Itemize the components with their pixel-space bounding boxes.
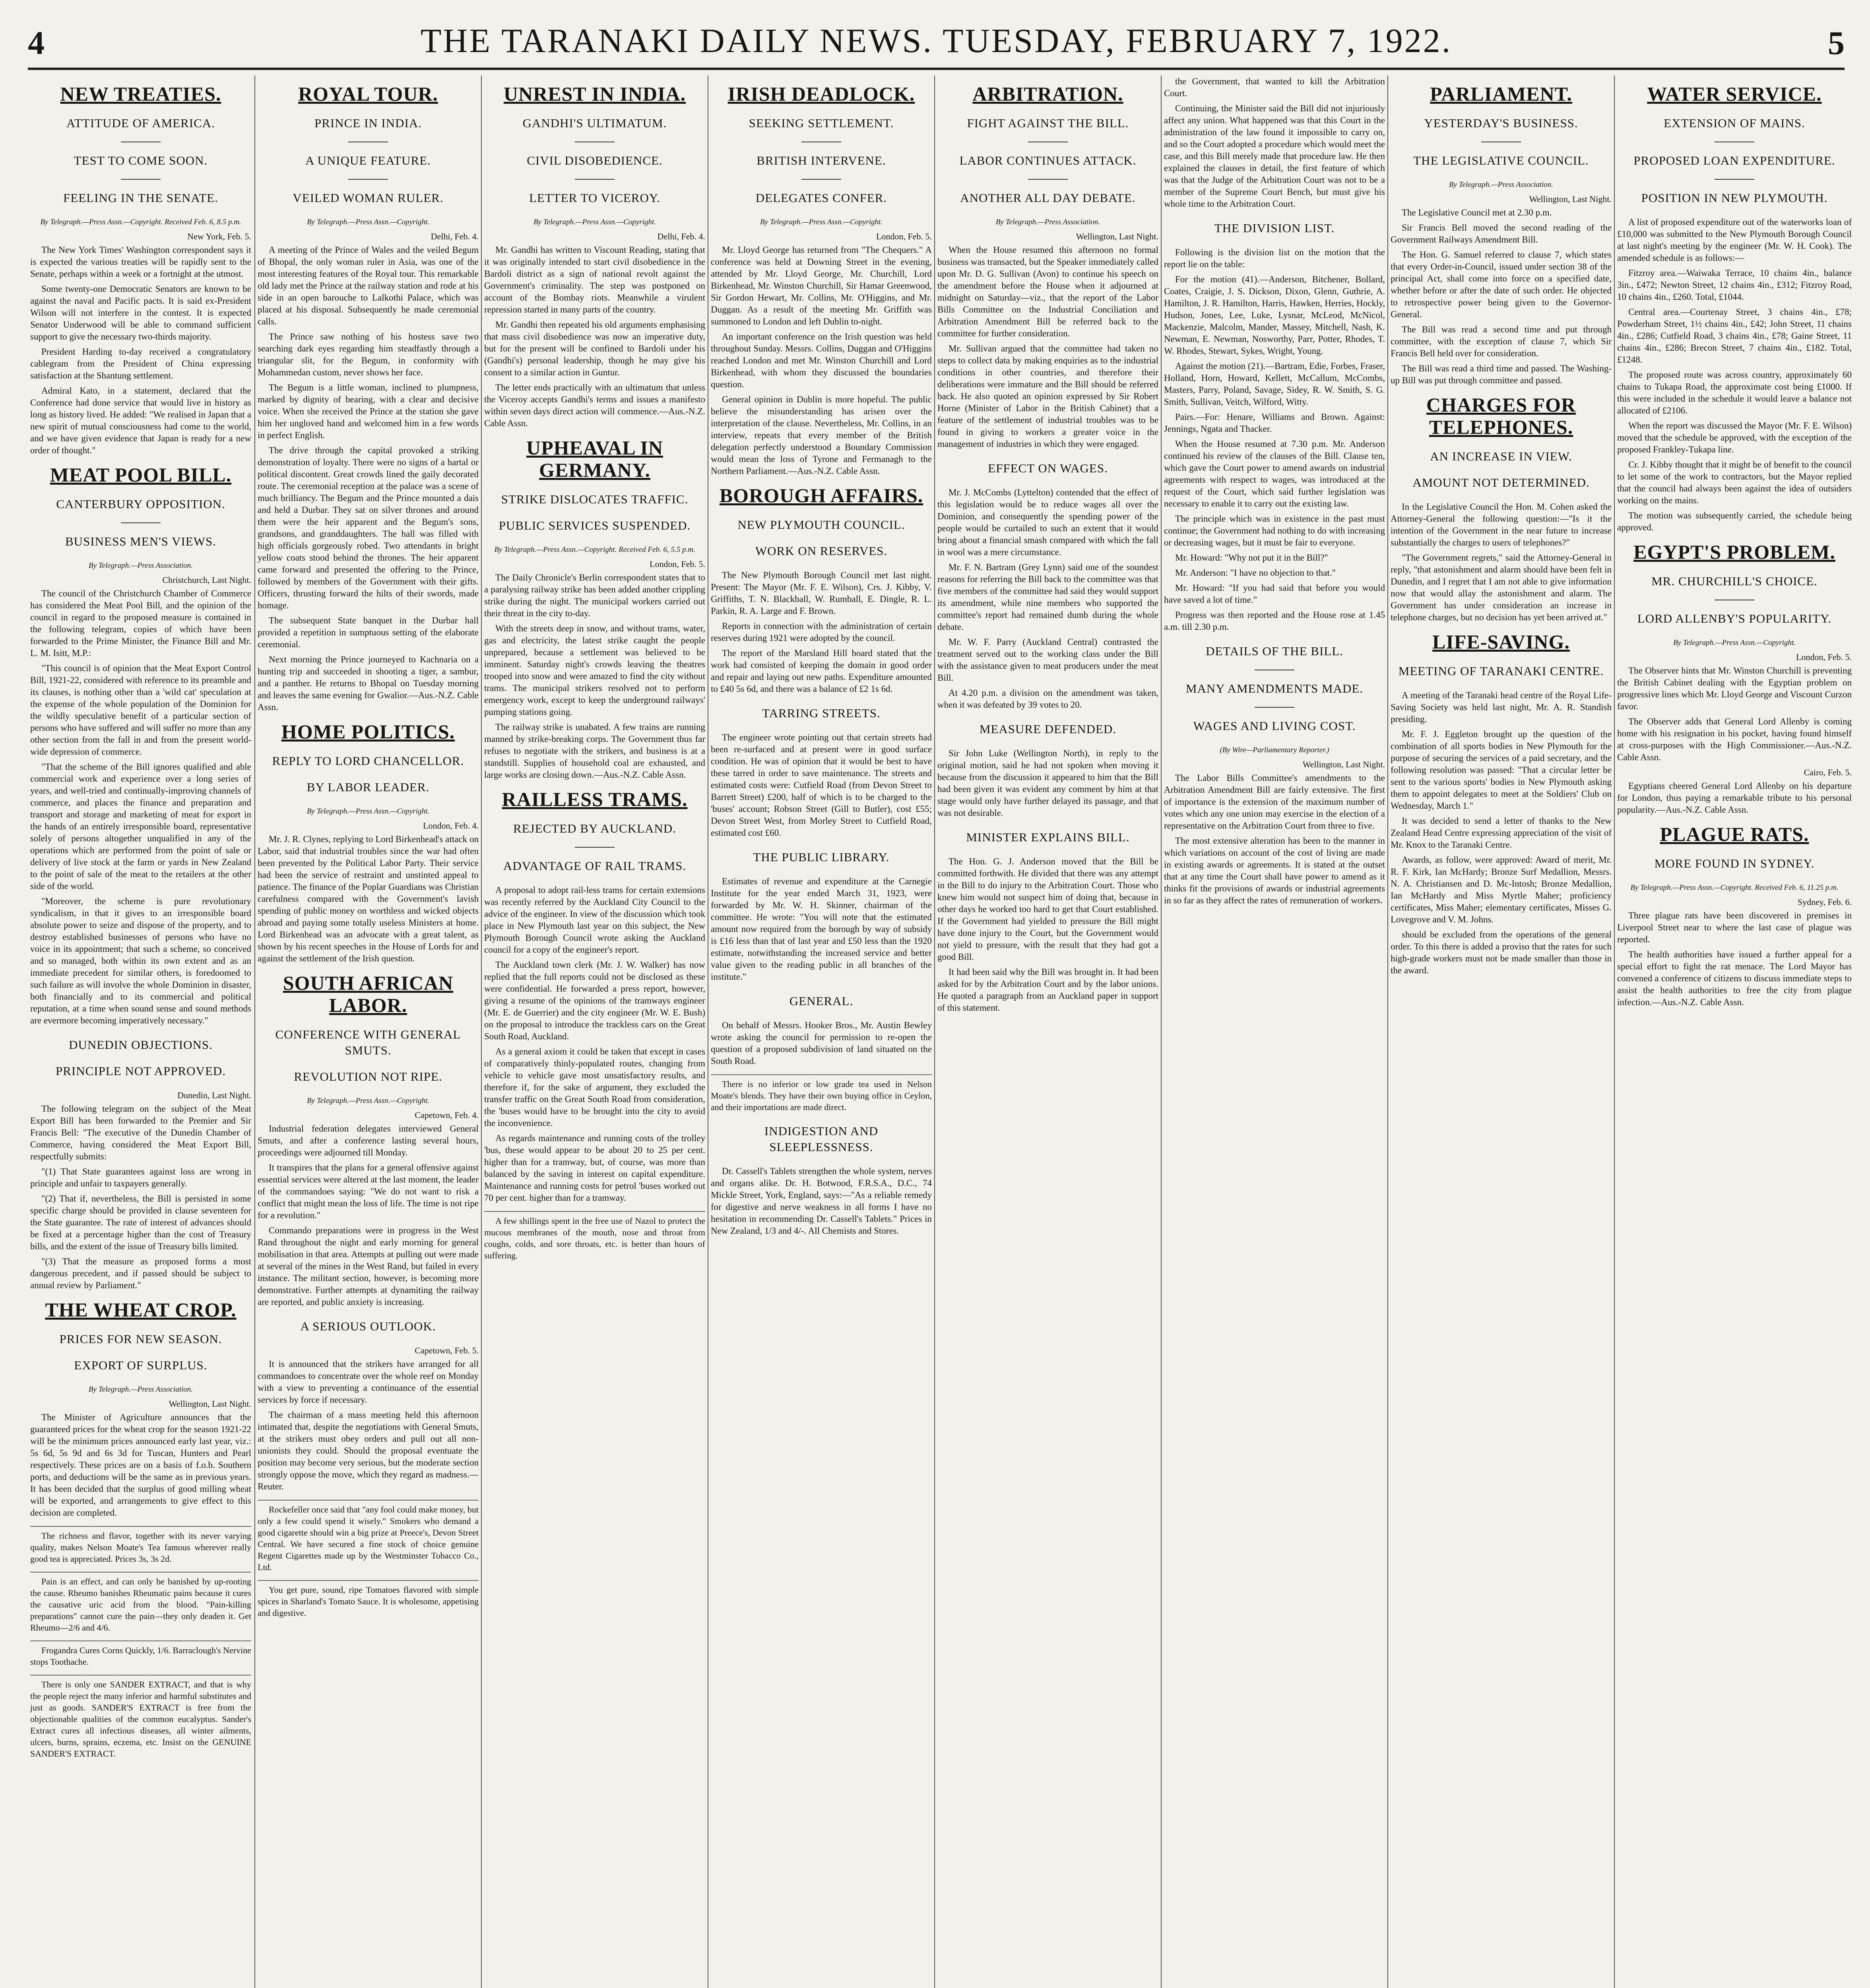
subheading: CANTERBURY OPPOSITION.	[56, 497, 225, 511]
dateline: London, Feb. 5.	[1796, 652, 1852, 662]
advertisement: Frogandra Cures Corns Quickly, 1/6. Barraclough's Nervine stops Toothache.	[30, 1640, 251, 1668]
headline-royal-tour: ROYAL TOUR.	[298, 83, 438, 105]
paragraph: should be excluded from the operations of the general order. To this there is added a proviso that the rates for such high-grade workers must not be made smaller than those in the award.	[1391, 930, 1612, 975]
paragraph: It transpires that the plans for a general offensive against essential services were altered at the last moment, the leader of the commandoes saying: "We do not want to risk a conflict that might mean the loss of life. The time is not ripe for a revolution."	[258, 1163, 479, 1220]
paragraph: Three plague rats have been discovered in premises in Liverpool Street near to where the last case of plague was reported.	[1617, 911, 1852, 944]
dateline: Dunedin, Last Night.	[177, 1090, 251, 1100]
paragraph: Industrial federation delegates interviewed General Smuts, and after a conference lasting several hours, proceedings were adjourned till Monday.	[258, 1124, 479, 1157]
paragraph: It had been said why the Bill was brought in. It had been asked for by the Arbitration Court and by the labor unions. He quoted a paragraph from an Auckland paper in support of this statement.	[937, 967, 1158, 1013]
column-3	[481, 76, 705, 1988]
subheading: BY LABOR LEADER.	[306, 780, 430, 794]
paragraph: On behalf of Messrs. Hooker Bros., Mr. Austin Bewley wrote asking the council for permission to re-open the question of a proposed subdivision of land situated on the South Road.	[711, 1020, 932, 1066]
subheading: ADVANTAGE OF RAIL TRAMS.	[503, 859, 687, 873]
paragraph: Reports in connection with the administration of certain reserves during 1921 were adopted by the council.	[711, 621, 932, 643]
subheading: BRITISH INTERVENE.	[757, 153, 886, 167]
paragraph: The subsequent State banquet in the Durbar hall provided a repetition in sumptuous setting of the elaborate ceremonial.	[258, 615, 479, 649]
paragraph: Mr. Lloyd George has returned from "The Chequers." A conference was held at Downing Street in the evening, attended by Mr. Lloyd George, Mr. Churchill, Lord Birkenhead, Mr. Winston Churchill, Sir Hamar Greenwood, Sir Gordon Hewart, Mr. Collins, Mr. O'Higgins, and Mr. Duggan. As a result of the meeting Mr. Griffith was summoned to London and left Dublin to-night.	[711, 245, 932, 326]
subheading: ANOTHER ALL DAY DEBATE.	[960, 191, 1136, 205]
subheading: TEST TO COME SOON.	[74, 153, 208, 167]
paragraph: The report of the Marsland Hill board stated that the work had consisted of keeping the domain in good order and repair and laying out new paths. Expenditure amounted to £40 5s 6d, and there was a balance of £2 1s 6d.	[711, 648, 932, 694]
paragraph: Estimates of revenue and expenditure at the Carnegie Institute for the year ended March 31, 1923, were forwarded by Mr. W. H. Skinner, chairman of the committee. He wrote: "You will note that the estimated amount now required from the borough by way of subsidy is £16 less than that of last year and £50 less than the 1920 estimate, notwithstanding the increased service and better value given to the reading public in all branches of the institute."	[711, 876, 932, 982]
headline-south-african-labor: SOUTH AFRICAN LABOR.	[283, 972, 454, 1016]
advertisement: There is only one SANDER EXTRACT, and that is why the people reject the many inferior and harmful substitutes and just as goods. SANDER'S EXTRACT is free from the objectionable qualities of the common eucalyptus. Sander's Extract cures all infectious diseases, all winter ailments, ulcers, burns, sprains, eczema, etc. Insist on the GENUINE SANDER'S EXTRACT.	[30, 1675, 251, 1759]
subheading: PROPOSED LOAN EXPENDITURE.	[1633, 153, 1835, 167]
subheading: LORD ALLENBY'S POPULARITY.	[1637, 612, 1832, 625]
paragraph: President Harding to-day received a congratulatory cablegram from the President of China expressing satisfaction at the Shantung settlement.	[30, 347, 251, 381]
headline-irish-deadlock: IRISH DEADLOCK.	[727, 83, 915, 105]
divider	[575, 847, 615, 848]
paragraph: "(3) That the measure as proposed forms a most dangerous precedent, and if passed should be subject to annual review by Parliament."	[30, 1256, 251, 1290]
subheading: AN INCREASE IN VIEW.	[1430, 449, 1572, 463]
subheading: AMOUNT NOT DETERMINED.	[1412, 476, 1590, 489]
subheading: BUSINESS MEN'S VIEWS.	[65, 534, 216, 548]
page-number-left: 4	[28, 25, 45, 62]
headline-upheaval-in-germany: UPHEAVAL IN GERMANY.	[526, 437, 663, 481]
subheading: CONFERENCE WITH GENERAL SMUTS.	[275, 1027, 461, 1057]
paragraph: "(2) That if, nevertheless, the Bill is persisted in some specific charge should be provided in clause seventeen for the State guarantee. The rate of interest of advances should be fixed at a percentage higher than the cost of Treasury bills, and the extent of the issue of Treasury bills limited.	[30, 1194, 251, 1251]
paragraph: The Observer adds that General Lord Allenby is coming home with his resignation in his pocket, having found himself at cross-purposes with the High Commissioner.—Aus.-N.Z. Cable Assn.	[1617, 716, 1852, 762]
paragraph: Mr. Anderson: "I have no objection to that."	[1175, 568, 1336, 578]
divider	[121, 522, 161, 523]
paragraph: Egyptians cheered General Lord Allenby on his departure for London, thus paying a remarkable tribute to his personal popularity.—Aus.-N.Z. Cable Assn.	[1617, 781, 1852, 815]
advertisement: A few shillings spent in the free use of Nazol to protect the mucous membranes of the mouth, nose and throat from coughs, colds, and sore throats, etc. is better than hours of suffering.	[484, 1211, 705, 1261]
byline: By Telegraph.—Press Assn.—Copyright.	[1673, 639, 1796, 647]
subheading: REPLY TO LORD CHANCELLOR.	[272, 754, 464, 768]
subheading: WORK ON RESERVES.	[755, 544, 888, 558]
subheading: PRINCE IN INDIA.	[314, 116, 422, 130]
paragraph: The New York Times' Washington correspondent says it is expected the various treaties will be rapidly sent to the Senate, perhaps within a week or a fortnight at the utmost.	[30, 245, 251, 279]
paragraph: Sir Francis Bell moved the second reading of the Government Railways Amendment Bill.	[1391, 223, 1612, 245]
paragraph: The council of the Christchurch Chamber of Commerce has considered the Meat Pool Bill, and the opinion of the council in regard to the proposed measure is contained in the following telegram, copies of which have been forwarded to the Prime Minister, the Finance Bill and Mr. L. M. Isitt, M.P.:	[30, 588, 251, 658]
byline: By Telegraph.—Press Assn.—Copyright.	[306, 218, 430, 226]
subheading: STRIKE DISLOCATES TRAFFIC.	[501, 492, 689, 506]
byline: (By Wire—Parliamentary Reporter.)	[1220, 746, 1329, 754]
subheading: PRICES FOR NEW SEASON.	[59, 1332, 222, 1346]
paragraph: The chairman of a mass meeting held this afternoon intimated that, despite the negotiations with General Smuts, at the strikers must obey orders and pull out all non-unionists they could. Should the proposal eventuate the position may become very serious, but the moderate section strongly oppose the move, which they regard as madness.—Reuter.	[258, 1410, 479, 1491]
paragraph: The New Plymouth Borough Council met last night. Present: The Mayor (Mr. F. E. Wilson), Crs. J. Kibby, V. Griffiths, T. N. Blackball, W. Rumball, E. Dingle, R. L. Parkin, R. A. Large and F. Brown.	[711, 570, 932, 616]
headline-railless-trams: RAILLESS TRAMS.	[502, 788, 688, 810]
headline-arbitration: ARBITRATION.	[972, 83, 1123, 105]
dateline: Capetown, Feb. 5.	[415, 1345, 479, 1355]
paragraph: The Labor Bills Committee's amendments to the Arbitration Amendment Bill are fairly extensive. The first of importance is the extension of the maximum number of votes which any one union may exercise in the election of a representative on the Arbitration Court from three to five.	[1164, 773, 1385, 831]
page-number-right: 5	[1828, 25, 1845, 62]
paragraph: Mr. J. R. Clynes, replying to Lord Birkenhead's attack on Labor, said that industrial troubles since the war had often been prevented by the Political Labor Party. Their service had been the service of restraint and unstinted appeal to patience. The finance of the Poplar Guardians was Christian carefulness compared with the Government's lavish spending of public money on worthless and wicked objects abroad and paying some totally useless Ministers at home. Lord Birkenhead was an advocate with a great talent, as shown by his recent speeches in the House of Lords for and against the settlement of the Irish question.	[258, 834, 479, 963]
paragraph: A meeting of the Prince of Wales and the veiled Begum of Bhopal, the only woman ruler in Asia, was one of the most interesting features of the Royal tour. This remarkable old lady met the Prince at the railway station and rode at his side in an open barouche to Lalkothi Palace, which was placed at his disposal. Subsequently he made ceremonial calls.	[258, 245, 479, 326]
paragraph: As regards maintenance and running costs of the trolley 'bus, these would appear to be about 20 to 25 per cent. higher than for a tramway, but, of course, was more than balanced by the saving in interest on capital expenditure. Maintenance and running costs for petrol 'buses worked out 70 per cent. higher than for a tramway.	[484, 1133, 705, 1203]
paragraph: In the Legislative Council the Hon. M. Cohen asked the Attorney-General the following question:—"Is it the intention of the Government in the near future to increase substantially the charges to users of telephones?"	[1391, 502, 1612, 547]
dateline: Christchurch, Last Night.	[162, 575, 251, 585]
subheading: PUBLIC SERVICES SUSPENDED.	[499, 518, 691, 532]
paragraph: General opinion in Dublin is more hopeful. The public believe the misunderstanding has arisen over the interpretation of the clause. Nevertheless, Mr. Collins, in an interview, repeats that every member of the British delegation perfectly understood a Boundary Commission would mean the loss of Tyrone and Fermanagh to the Northern Parliament.—Aus.-N.Z. Cable Assn.	[711, 394, 932, 476]
paragraph: Sir John Luke (Wellington North), in reply to the original motion, said he had not spoken when moving it because from the discussion it appeared to him that the Bill had been given it was evident any comment by him at that stage would only have further delayed its passage, and that was not desirable.	[937, 748, 1158, 818]
paragraph: The Bill was read a third time and passed. The Washing-up Bill was put through committee and passed.	[1391, 363, 1612, 385]
paragraph: The Bill was read a second time and put through committee, with the exception of clause 7, which Sir Francis Bell held over for consideration.	[1391, 324, 1612, 358]
divider	[1255, 707, 1294, 708]
paragraph: Commando preparations were in progress in the West Rand throughout the night and early morning for general mobilisation in that area. Attempts at pulling out were made at several of the mines in the West Rand, but failed in every instance. The militant section, however, is becoming more demonstrative. Further attempts at dynamiting the railway are reported, and public anxiety is increasing.	[258, 1225, 479, 1307]
paragraph: Some twenty-one Democratic Senators are known to be against the naval and Pacific pacts. It is said ex-President Wilson will not interfere in the contest. It is expected Senator Underwood will be able to command sufficient support to give the necessary two-thirds majority.	[30, 284, 251, 342]
paragraph: Next morning the Prince journeyed to Kachnaria on a hunting trip and succeeded in shooting a tiger, a sambur, and a panther. He returns to Bhopal on Tuesday morning and leaves the same evening for Gwalior.—Aus.-N.Z. Cable Assn.	[258, 654, 479, 712]
subheading: MANY AMENDMENTS MADE.	[1185, 681, 1364, 695]
subheading: THE LEGISLATIVE COUNCIL.	[1413, 153, 1589, 167]
dateline: London, Feb. 4.	[423, 821, 479, 831]
subheading: FIGHT AGAINST THE BILL.	[967, 116, 1129, 130]
byline: By Telegraph.—Press Assn.—Copyright.	[306, 1097, 430, 1105]
byline: By Telegraph.—Press Association.	[88, 561, 193, 570]
byline: By Telegraph.—Press Assn.—Copyright. Received Feb. 6, 5.5 p.m.	[494, 546, 695, 554]
subheading: REJECTED BY AUCKLAND.	[513, 821, 676, 835]
divider	[121, 179, 161, 180]
column-2	[254, 76, 479, 1988]
byline: By Telegraph.—Press Association.	[1449, 181, 1554, 189]
subheading: MEASURE DEFENDED.	[979, 722, 1117, 736]
dateline: Cairo, Feb. 5.	[1804, 767, 1852, 777]
subheading: DETAILS OF THE BILL.	[1206, 644, 1343, 658]
divider	[1715, 179, 1754, 180]
masthead	[28, 8, 1845, 70]
paragraph: Mr. W. F. Parry (Auckland Central) contrasted the treatment served out to the working class under the Bill with the assistance given to meat producers under the meat Bill.	[937, 637, 1158, 683]
paragraph: the Government, that wanted to kill the Arbitration Court.	[1164, 76, 1385, 98]
dateline: Delhi, Feb. 4.	[431, 231, 479, 241]
subheading: VEILED WOMAN RULER.	[293, 191, 444, 205]
paragraph: An important conference on the Irish question was held throughout Sunday. Messrs. Collins, Duggan and O'Higgins reached London and met Mr. Winston Churchill and Lord Birkenhead, with whom they discussed the boundaries question.	[711, 332, 932, 389]
dateline: Wellington, Last Night.	[1302, 759, 1385, 769]
paragraph: "That the scheme of the Bill ignores qualified and able commercial work and experience over a long series of years, and well-tried and continually-improving channels of commerce, and places the finance and preparation and transport and storage and marketing of meat for export in the hands of an entirely irresponsible board, representative solely of persons altogether unqualified in any of the operations which are performed from the point of sale or delivery of live stock at the farm or yards in New Zealand to the point of sale of the meat to the retailers at the other side of the world.	[30, 762, 251, 891]
subheading: WAGES AND LIVING COST.	[1193, 719, 1356, 733]
paragraph: Continuing, the Minister said the Bill did not injuriously affect any union. What happened was that this Court in the administration of the law found it impossible to carry on, and so the Court adopted a procedure which would meet the case, and this Bill merely made that procedure law. He then explained the clauses in detail, the first feature of which was that the Judge of the Arbitration Court was not to be a member of the Supreme Court Bench, but must give his whole time to the Arbitration Court.	[1164, 103, 1385, 209]
dateline: Capetown, Feb. 4.	[415, 1110, 479, 1120]
paragraph: The health authorities have issued a further appeal for a special effort to fight the rat menace. The Lord Mayor has convened a conference of citizens to discuss immediate steps to assist the health authorities to free the city from plague infection.—Aus.-N.Z. Cable Assn.	[1617, 949, 1852, 1007]
column-8	[1614, 76, 1852, 1988]
paragraph: The railway strike is unabated. A few trains are running manned by strike-breaking corps. The Government thus far refuses to negotiate with the strikers, and business is at a standstill. Supplies of household coal are exhausted, and large works are closing down.—Aus.-N.Z. Cable Assn.	[484, 722, 705, 780]
paragraph: The drive through the capital provoked a striking demonstration of loyalty. There were no signs of a hartal or political discontent. Great crowds lined the gaily decorated route. The ceremonial reception at the palace was a scene of much brilliancy. The Begum and the Prince mounted a dais and held a Durbar. They sat on silver thrones and around them were the heir apparent and the Begum's sons, grandsons, and granddaughters. The hall was filled with high officials gorgeously robed. Two attendants in bright yellow coats stood behind the thrones. The heir apparent came forward and presented the offering to the Prince, followed by members of the Government with their gifts. Officers, thrusting forward the hilts of their swords, made homage.	[258, 445, 479, 610]
paragraph: Awards, as follow, were approved: Award of merit, Mr. R. F. Kirk, Ian McHardy; Bronze Surf Medallion, Messrs. N. A. Christiansen and D. Mc-Intosh; Bronze Medallion, Ian McHardy and Miss Myrtle Maher; proficiency certificates, Miss Maher; elementary certificates, Misses G. Lovegrove and V. M. Johns.	[1391, 855, 1612, 924]
paragraph: As a general axiom it could be taken that except in cases of comparatively thinly-populated routes, changing from vehicle to vehicle gave most unsatisfactory results, and therefore if, for the sake of argument, they excluded the transfer traffic on the Great South Road from consideration, the 'buses would have to be brought into the city to avoid the inconvenience.	[484, 1046, 705, 1128]
dateline: London, Feb. 5.	[650, 559, 705, 569]
headline-meat-pool-bill: MEAT POOL BILL.	[50, 464, 232, 486]
dateline: Wellington, Last Night.	[1076, 231, 1158, 241]
paragraph: Mr. Sullivan argued that the committee had taken no steps to collect data by making enquiries as to the industrial conditions in other countries, and therefore their deliberations were immature and the Bill should be referred back. He also quoted an opinion expressed by Sir Robert Horne (Minister of Labor in the British Cabinet) that a feature of the settlement of industrial troubles was to be found in giving to workers a greater voice in the management of industries in which they were engaged.	[937, 344, 1158, 449]
headline-parliament: PARLIAMENT.	[1430, 83, 1572, 105]
subheading: THE DIVISION LIST.	[1214, 221, 1335, 235]
paragraph: Cr. J. Kibby thought that it might be of benefit to the council to let some of the work to contractors, but the Mayor replied that the council had always been against the idea of outsiders working on the mains.	[1617, 460, 1852, 505]
subheading: EFFECT ON WAGES.	[988, 461, 1108, 475]
paragraph: The Observer hints that Mr. Winston Churchill is preventing the British Cabinet dealing with the Egyptian problem on progressive lines which Mr. Lloyd George and Viscount Curzon favor.	[1617, 666, 1852, 711]
byline: By Telegraph.—Press Association.	[995, 218, 1100, 226]
paragraph: Mr. F. J. Eggleton brought up the question of the combination of all sports bodies in New Plymouth for the purpose of securing the services of a paid secretary, and the following resolution was passed: "That a circular letter be sent to the various sports' bodies in New Plymouth asking them to appoint delegates to meet at the Soldiers' Club on Wednesday, March 1."	[1391, 729, 1612, 811]
paragraph: Progress was then reported and the House rose at 1.45 a.m. till 2.30 p.m.	[1164, 610, 1385, 632]
headline-life-saving: LIFE-SAVING.	[1432, 631, 1570, 653]
paragraph: The principle which was in existence in the past must continue; the Government had nothing to do with increasing or decreasing wages, but it must be fair to everyone.	[1164, 514, 1385, 547]
paragraph: Mr. Howard: "If you had said that before you would have saved a lot of time."	[1164, 583, 1385, 605]
paragraph: With the streets deep in snow, and without trams, water, gas and electricity, the latest strike caught the people unprepared, because a settlement was believed to be imminent. Saturday night's crowds leaving the theatres trooped into snow and were amazed to find the city without trams. The municipal strikers resolved not to perform emergency work, except to keep the underground railways' pumping stations going.	[484, 623, 705, 717]
advertisement: There is no inferior or low grade tea used in Nelson Moate's blends. They have their own buying office in Ceylon, and their importations are made direct.	[711, 1074, 932, 1113]
paragraph: "Moreover, the scheme is pure revolutionary syndicalism, in that it gives to an irresponsible board absolute power to seize and dispose of the property, and to destroy established businesses of persons who have no voice in its appointment; that such a scheme, so conceived and so managed, both within its own extent and as an immediate precedent for similar others, is foredoomed to such failure as will involve the whole Dominion in disaster, both financially and to its commercial and political reputation, at a time when sound sense and sound methods are evermore becoming imperatively necessary."	[30, 896, 251, 1025]
byline: By Telegraph.—Press Assn.—Copyright.	[760, 218, 883, 226]
paragraph: "(1) That State guarantees against loss are wrong in principle and unfair to taxpayers generally.	[30, 1167, 251, 1188]
subheading: GENERAL.	[789, 994, 854, 1008]
subheading: REVOLUTION NOT RIPE.	[294, 1070, 442, 1083]
byline: By Telegraph.—Press Assn.—Copyright. Received Feb. 6, 8.5 p.m.	[40, 218, 241, 226]
advertisement: Dr. Cassell's Tablets strengthen the whole system, nerves and organs alike. Dr. H. Botwood, F.R.S.A., D.C., 74 Mickle Street, York, England, says:—"As a reliable remedy for digestive and nerve weakness in all forms I have no hesitation in recommending Dr. Cassell's Tablets." Prices in New Zealand, 1/3 and 4/-. All Chemists and Stores.	[711, 1166, 932, 1236]
subheading: TARRING STREETS.	[762, 706, 881, 720]
divider	[1028, 179, 1068, 180]
headline-wheat-crop: THE WHEAT CROP.	[45, 1299, 237, 1321]
headline-plague-rats: PLAGUE RATS.	[1660, 823, 1809, 845]
paragraph: The Minister of Agriculture announces that the guaranteed prices for the wheat crop for the season 1921-22 will be the minimum prices announced early last year, viz.: 5s 6d, 5s 9d and 6s 3d for Tuscan, Hunters and Pearl respectively. These prices are on a basis of f.o.b. Southern ports, and deductions will be the same as in previous years. It has been decided that the surplus of good milling wheat will be exported, and arrangements to give effect to this decision are completed.	[30, 1412, 251, 1518]
paragraph: "This council is of opinion that the Meat Export Control Bill, 1921-22, considered with reference to its preamble and its clauses, is nothing other than a 'wild cat' speculation at the expense of the whole population of the Dominion for the wildly speculative benefit of a particular section of persons who have suffered and will suffer no more than any other section from the fall in and from the present world-wide depression of commerce.	[30, 663, 251, 757]
paragraph: The Daily Chronicle's Berlin correspondent states that to a paralysing railway strike has been added another crippling strike during the night. The municipal workers carried out their threat in the city to-day.	[484, 573, 705, 618]
headline-egypts-problem: EGYPT'S PROBLEM.	[1633, 541, 1835, 563]
paragraph: Central area.—Courtenay Street, 3 chains 4in., £78; Powderham Street, 1½ chains 4in., £42; John Street, 11 chains 4in., £286; Cutfield Road, 3 chains 4in., £78; Gaine Street, 11 chains 4in., £286; Brecon Street, 7 chains 4in., £182. Total, £1248.	[1617, 307, 1852, 365]
subheading: THE PUBLIC LIBRARY.	[753, 850, 890, 864]
byline: By Telegraph.—Press Assn.—Copyright. Received Feb. 6, 11.25 p.m.	[1630, 883, 1839, 892]
subheading: DUNEDIN OBJECTIONS.	[69, 1038, 213, 1052]
paragraph: Against the motion (21).—Bartram, Edie, Forbes, Fraser, Holland, Horn, Howard, Kellett, McCallum, McCombs, Masters, Parry, Poland, Savage, Sidey, R. W. Smith, S. G. Smith, Sullivan, Veitch, Wilford, Witty.	[1164, 361, 1385, 407]
paragraph: Mr. J. McCombs (Lyttelton) contended that the effect of this legislation would be to reduce wages all over the Dominion, and consequently the spending power of the people would be curtailed to such an extent that it would bring about a financial smash compared with which the fall in wool was a mere circumstance.	[937, 487, 1158, 557]
dateline: Wellington, Last Night.	[169, 1399, 251, 1409]
byline: By Telegraph.—Press Assn.—Copyright.	[533, 218, 656, 226]
paragraph: The Begum is a little woman, inclined to plumpness, marked by dignity of bearing, with a clear and decisive voice. When she received the Prince at the station she gave him her ungloved hand and welcomed him in a few words in perfect English.	[258, 382, 479, 440]
paragraph: When the House resumed this afternoon no formal business was transacted, but the Speaker immediately called upon Mr. D. G. Sullivan (Avon) to continue his speech on the amendment before the House when it adjourned at midnight on Saturday—viz., that the report of the Labor Bills Committee on the Industrial Conciliation and Arbitration Amendment Bill be referred back to the committee for further consideration.	[937, 245, 1158, 338]
dateline: Sydney, Feb. 6.	[1797, 897, 1852, 907]
dateline: New York, Feb. 5.	[187, 231, 251, 241]
advertisement: Rockefeller once said that "any fool could make money, but only a few could spend it wisely." Smokers who demand a good cigarette should win a big prize at Preece's, Devon Street Central. We have secured a fine stock of choice genuine Regent Cigarettes made up by the Westminster Tobacco Co., Ltd.	[258, 1500, 479, 1573]
paragraph: It is announced that the strikers have arranged for all commandoes to concentrate over the whole reef on Monday with a view to preventing a continuance of the essential services by force if necessary.	[258, 1359, 479, 1405]
subheading: POSITION IN NEW PLYMOUTH.	[1641, 191, 1828, 205]
subheading: NEW PLYMOUTH COUNCIL.	[737, 518, 905, 532]
divider	[801, 179, 841, 180]
paragraph: The most extensive alteration has been to the manner in which variations on account of the cost of living are made in existing awards or agreements. It is stated at the outset that at any time the Court shall have power to amend as it thinks fit the provisions of awards or industrial agreements in so far as they affect the rates of remuneration of workers.	[1164, 836, 1385, 905]
dateline: Delhi, Feb. 4.	[657, 231, 705, 241]
subheading: A SERIOUS OUTLOOK.	[300, 1319, 436, 1333]
paragraph: For the motion (41).—Anderson, Bitchener, Bollard, Coates, Craigie, J. S. Dickson, Dixon, Glenn, Guthrie, A. Hamilton, J. R. Hamilton, Harris, Hawken, Herries, Hockly, Hudson, Jones, Lee, Luke, Lysnar, McLeod, McNicol, Mackenzie, Malcolm, Mander, Massey, Mitchell, Nash, K. Newman, E. Newman, Nosworthy, Parr, Potter, Rhodes, T. W. Rhodes, Stewart, Sykes, Wright, Young.	[1164, 274, 1385, 356]
paragraph: A meeting of the Taranaki head centre of the Royal Life-Saving Society was held last night, Mr. A. R. Standish presiding.	[1391, 690, 1612, 724]
headline-charges-for-telephones: CHARGES FOR TELEPHONES.	[1426, 394, 1576, 438]
paragraph: It was decided to send a letter of thanks to the New Zealand Head Centre expressing appreciation of the visit of Mr. Knox to the Taranaki Centre.	[1391, 816, 1612, 850]
byline: By Telegraph.—Press Association.	[88, 1385, 193, 1394]
paragraph: A list of proposed expenditure out of the waterworks loan of £10,000 was submitted to the New Plymouth Borough Council at last night's meeting by the engineer (Mr. W. H. Cook). The amended schedule is as follows:—	[1617, 217, 1852, 263]
headline-borough-affairs: BOROUGH AFFAIRS.	[719, 484, 923, 507]
paragraph: Mr. Gandhi has written to Viscount Reading, stating that it was originally intended to start civil disobedience in the Bardoli district as a sign of national revolt against the Government's criminality. The step was postponed on account of the Bombay riots. Meanwhile a virulent repression started in many parts of the country.	[484, 245, 705, 315]
headline-water-service: WATER SERVICE.	[1647, 83, 1822, 105]
paragraph: The engineer wrote pointing out that certain streets had been re-surfaced and at present were in good surface condition. He was of opinion that it would be best to have these tarred in order to save maintenance. The streets and estimated costs were: Cutfield Road (from Devon Street to Barrett Street) £200, half of which is to be charged to the 'buses' account; Robson Street (Gill to Butler), cost £55; Devon Street West, from Morley Street to Cutfield Road, estimated cost £60.	[711, 732, 932, 838]
subheading: GANDHI'S ULTIMATUM.	[522, 116, 667, 130]
headline-unrest-in-india: UNREST IN INDIA.	[503, 83, 686, 105]
paragraph: The Hon. G. Samuel referred to clause 7, which states that every Order-in-Council, issued under section 38 of the principal Act, shall come into force on a specified date, whether before or after the date of such order. He objected to retrospective power being given to the Governor-General.	[1391, 250, 1612, 319]
paragraph: Following is the division list on the motion that the report lie on the table:	[1164, 247, 1385, 269]
column-6	[1161, 76, 1385, 1988]
paragraph: The Prince saw nothing of his hostess save two searching dark eyes regarding him steadfastly through a triangular slit, for the Begum, in conformity with Mohammedan custom, never shows her face.	[258, 332, 479, 377]
subheading: CIVIL DISOBEDIENCE.	[527, 153, 663, 167]
subheading: YESTERDAY'S BUSINESS.	[1424, 116, 1578, 130]
dateline: Wellington, Last Night.	[1529, 194, 1612, 204]
subheading: INDIGESTION AND SLEEPLESSNESS.	[764, 1124, 879, 1154]
subheading: ATTITUDE OF AMERICA.	[66, 116, 215, 130]
subheading: MEETING OF TARANAKI CENTRE.	[1398, 664, 1604, 678]
paragraph: Fitzroy area.—Waiwaka Terrace, 10 chains 4in., balance 3in., £472; Newton Street, 12 chains 4in., £312; Fitzroy Road, 10 chains 4in., £260. Total, £1044.	[1617, 268, 1852, 302]
subheading: SEEKING SETTLEMENT.	[749, 116, 894, 130]
headline-new-treaties: NEW TREATIES.	[60, 83, 221, 105]
column-4	[708, 76, 932, 1988]
paragraph: When the House resumed at 7.30 p.m. Mr. Anderson continued his review of the clauses of the Bill. Clause ten, which gave the Court power to amend awards on industrial agreements with respect to wages, was introduced at the request of the Court, which said further legislation was necessary to enable it to carry out the existing law.	[1164, 439, 1385, 509]
divider	[348, 179, 388, 180]
paragraph: The proposed route was across country, approximately 60 chains to Tukapa Road, the approximate cost being £1000. If this were included in the schedule it would leave a balance not allocated of £2106.	[1617, 370, 1852, 415]
paragraph: Admiral Kato, in a statement, declared that the Conference had done service that would live in history as long as history lived. He added: "We realised in Japan that a new spirit of mutual consciousness had come to the world, and we have given evidence that Japan is ready for a new order of thought."	[30, 386, 251, 455]
subheading: MR. CHURCHILL'S CHOICE.	[1651, 574, 1818, 588]
advertisement: You get pure, sound, ripe Tomatoes flavored with simple spices in Sharland's Tomato Sauce. It is wholesome, appetising and digestive.	[258, 1580, 479, 1619]
divider	[575, 179, 615, 180]
column-1	[28, 76, 251, 1988]
paragraph: Pairs.—For: Henare, Williams and Brown. Against: Jennings, Ngata and Thacker.	[1164, 412, 1385, 434]
paragraph: The Hon. G. J. Anderson moved that the Bill be committed forthwith. He divided that there was any attempt in the Bill to do injury to the Arbitration Court. Those who knew him would not suspect him of doing that, because in other days he worked too hard to get that Court established. If the Government had yielded to pressure the Bill might have done injury to the Court, but the Government would not yield to pressure, with the result that they had got a good Bill.	[937, 856, 1158, 962]
paragraph: At 4.20 p.m. a division on the amendment was taken, when it was defeated by 39 votes to 20.	[937, 688, 1158, 710]
advertisement: The richness and flavor, together with its never varying quality, makes Nelson Moate's Tea famous wherever really good tea is appreciated. Prices 3s, 3s 2d.	[30, 1526, 251, 1565]
paragraph: The Auckland town clerk (Mr. J. W. Walker) has now replied that the full reports could not be disclosed as these were confidential. He forwarded a press report, however, giving a resume of the opinions of the tramways engineer (Mr. E. de Guerrier) and the city engineer (Mr. W. E. Bush) on the proposal to introduce the trackless cars on the Great South Road, Auckland.	[484, 960, 705, 1041]
subheading: EXTENSION OF MAINS.	[1664, 116, 1805, 130]
column-7	[1387, 76, 1612, 1988]
byline: By Telegraph.—Press Assn.—Copyright.	[306, 807, 430, 815]
paragraph: A proposal to adopt rail-less trams for certain extensions was recently referred by the Auckland City Council to the advice of the engineer. In view of the discussion which took place in New Plymouth last year on this subject, the New Plymouth Borough Council wrote asking the Auckland council for a copy of the engineer's report.	[484, 885, 705, 955]
subheading: LETTER TO VICEROY.	[529, 191, 661, 205]
subheading: A UNIQUE FEATURE.	[305, 153, 431, 167]
paragraph: Mr. Gandhi then repeated his old arguments emphasising that mass civil disobedience was now an imperative duty, but for the present will be confined to Bardoli under his (Gandhi's) personal leadership, though he may give his consent to a similar action in Guntur.	[484, 320, 705, 377]
paragraph: The following telegram on the subject of the Meat Export Bill has been forwarded to the Premier and Sir Francis Bell: "The executive of the Dunedin Chamber of Commerce, having considered the Meat Export Bill, respectfully submits:	[30, 1104, 251, 1161]
subheading: LABOR CONTINUES ATTACK.	[959, 153, 1137, 167]
paragraph: Mr. Howard: "Why not put it in the Bill?"	[1175, 553, 1328, 563]
newspaper-title: THE TARANAKI DAILY NEWS. TUESDAY, FEBRUARY 7, 1922.	[420, 21, 1452, 60]
subheading: EXPORT OF SURPLUS.	[74, 1358, 208, 1372]
paragraph: The motion was subsequently carried, the schedule being approved.	[1617, 511, 1852, 532]
advertisement: Pain is an effect, and can only be banished by up-rooting the cause. Rheumo banishes Rheumatic pains because it cures the causative uric acid from the blood. "Pain-killing preparations" cannot cure the pain—they only deaden it. Get Rheumo—2/6 and 4/6.	[30, 1572, 251, 1633]
subheading: MORE FOUND IN SYDNEY.	[1654, 856, 1815, 870]
paragraph: The Legislative Council met at 2.30 p.m.	[1402, 208, 1552, 217]
paragraph: When the report was discussed the Mayor (Mr. F. E. Wilson) moved that the schedule be approved, with the exception of the proposed Frankley-Tukapa line.	[1617, 421, 1852, 454]
column-5	[934, 76, 1158, 1988]
paragraph: Mr. F. N. Bartram (Grey Lynn) said one of the soundest reasons for referring the Bill back to the committee was that five members of the committee had said they would support its amendment, while nine members who supported the committee's report had remained dumb during the whole debate.	[937, 562, 1158, 632]
paragraph: The letter ends practically with an ultimatum that unless the Viceroy accepts Gandhi's terms and issues a manifesto within seven days direct action will commence.—Aus.-N.Z. Cable Assn.	[484, 382, 705, 428]
subheading: MINISTER EXPLAINS BILL.	[966, 830, 1130, 844]
subheading: PRINCIPLE NOT APPROVED.	[55, 1064, 226, 1078]
subheading: FEELING IN THE SENATE.	[63, 191, 218, 205]
dateline: London, Feb. 5.	[876, 231, 932, 241]
headline-home-politics: HOME POLITICS.	[281, 720, 455, 743]
subheading: DELEGATES CONFER.	[755, 191, 887, 205]
paragraph: "The Government regrets," said the Attorney-General in reply, "that astonishment and alarm should have been felt in Dunedin, and I regret that I am not able to give information now that would allay the astonishment and alarm. The Government has under consideration an increase in telephone charges, but no decision has yet been arrived at."	[1391, 553, 1612, 622]
